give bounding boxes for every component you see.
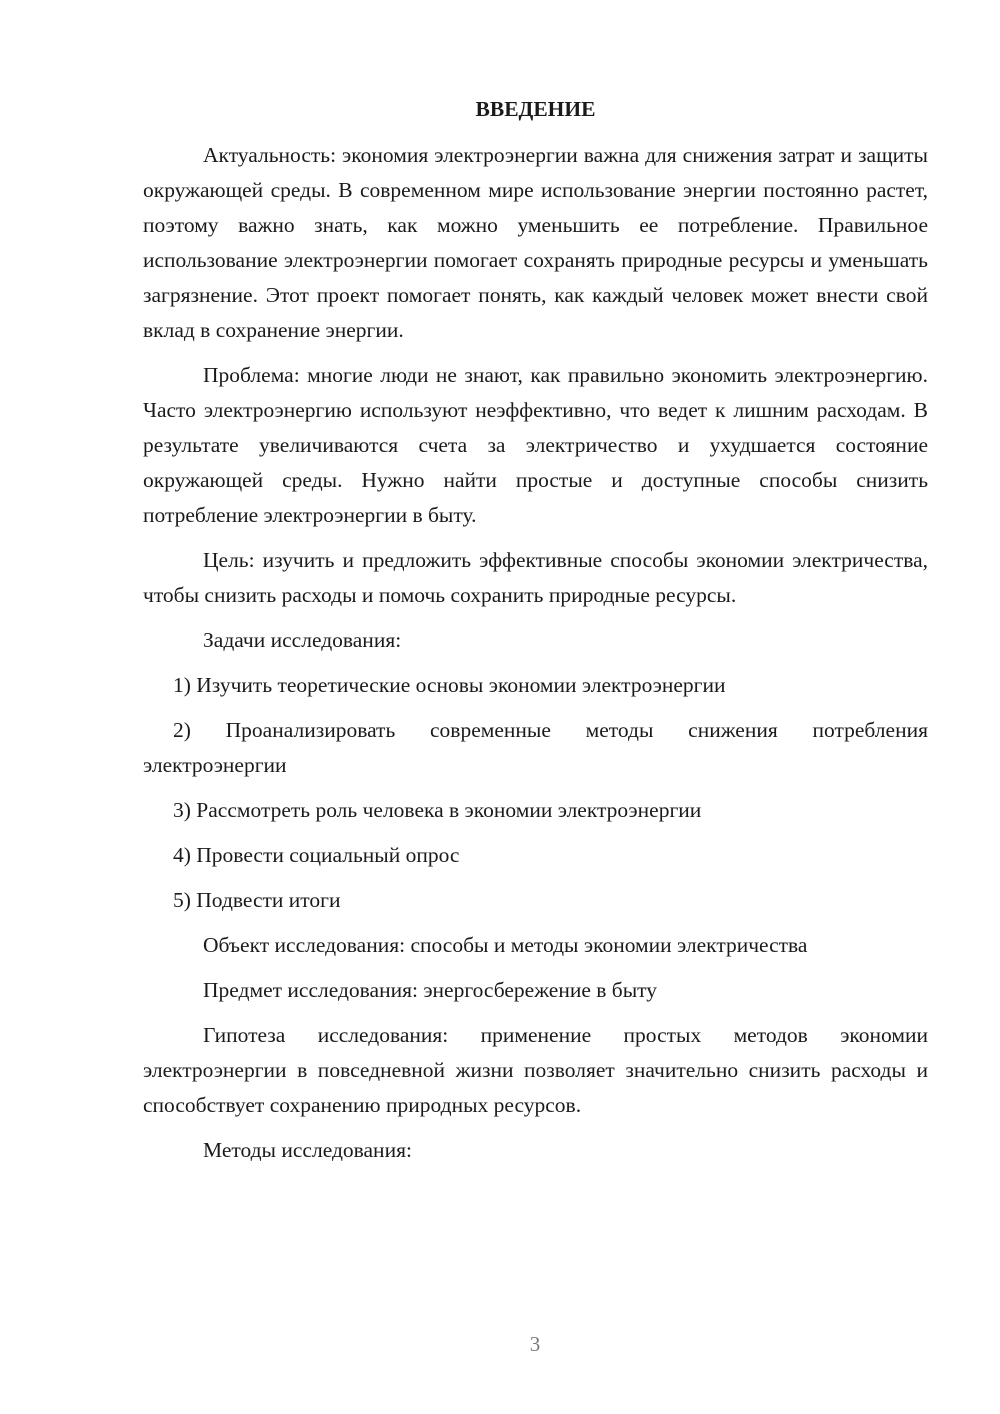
task-item-2: 2) Проанализировать современные методы снижения потребления электроэнергии [143, 718, 928, 777]
page-number: 3 [529, 1332, 541, 1356]
paragraph-hypothesis: Гипотеза исследования: применение простых методов экономии электроэнергии в повседневной жизни позволяет значительно снизить расходы и способствует сохранению природных ресурсов. [143, 1023, 928, 1117]
paragraph-subject: Предмет исследования: энергосбережение в быту [203, 978, 658, 1002]
task-item-3: 3) Рассмотреть роль человека в экономии электроэнергии [173, 798, 702, 822]
paragraph-goal: Цель: изучить и предложить эффективные способы экономии электричества, чтобы снизить расходы и помочь сохранить природные ресурсы. [143, 548, 928, 607]
task-item-4: 4) Провести социальный опрос [173, 843, 460, 867]
methods-heading: Методы исследования: [203, 1138, 412, 1162]
document-page [143, 92, 928, 1178]
task-item-5: 5) Подвести итоги [173, 888, 341, 912]
paragraph-relevance: Актуальность: экономия электроэнергии важна для снижения затрат и защиты окружающей среды. В современном мире использование энергии постоянно растет, поэтому важно знать, как можно уменьшить ее потребление. Правильное использование электроэнергии помогает сохранять природные ресурсы и уменьшать загрязнение. Этот проект помогает понять, как каждый человек может внести свой вклад в сохранение энергии. [143, 143, 928, 342]
task-item-1: 1) Изучить теоретические основы экономии электроэнергии [173, 673, 726, 697]
paragraph-object: Объект исследования: способы и методы экономии электричества [203, 933, 808, 957]
paragraph-problem: Проблема: многие люди не знают, как правильно экономить электроэнергию. Часто электроэнергию используют неэффективно, что ведет к лишним расходам. В результате увеличиваются счета за электричество и ухудшается состояние окружающей среды. Нужно найти простые и доступные способы снизить потребление электроэнергии в быту. [143, 363, 928, 527]
tasks-heading: Задачи исследования: [203, 628, 402, 652]
page-title: ВВЕДЕНИЕ [475, 97, 596, 121]
